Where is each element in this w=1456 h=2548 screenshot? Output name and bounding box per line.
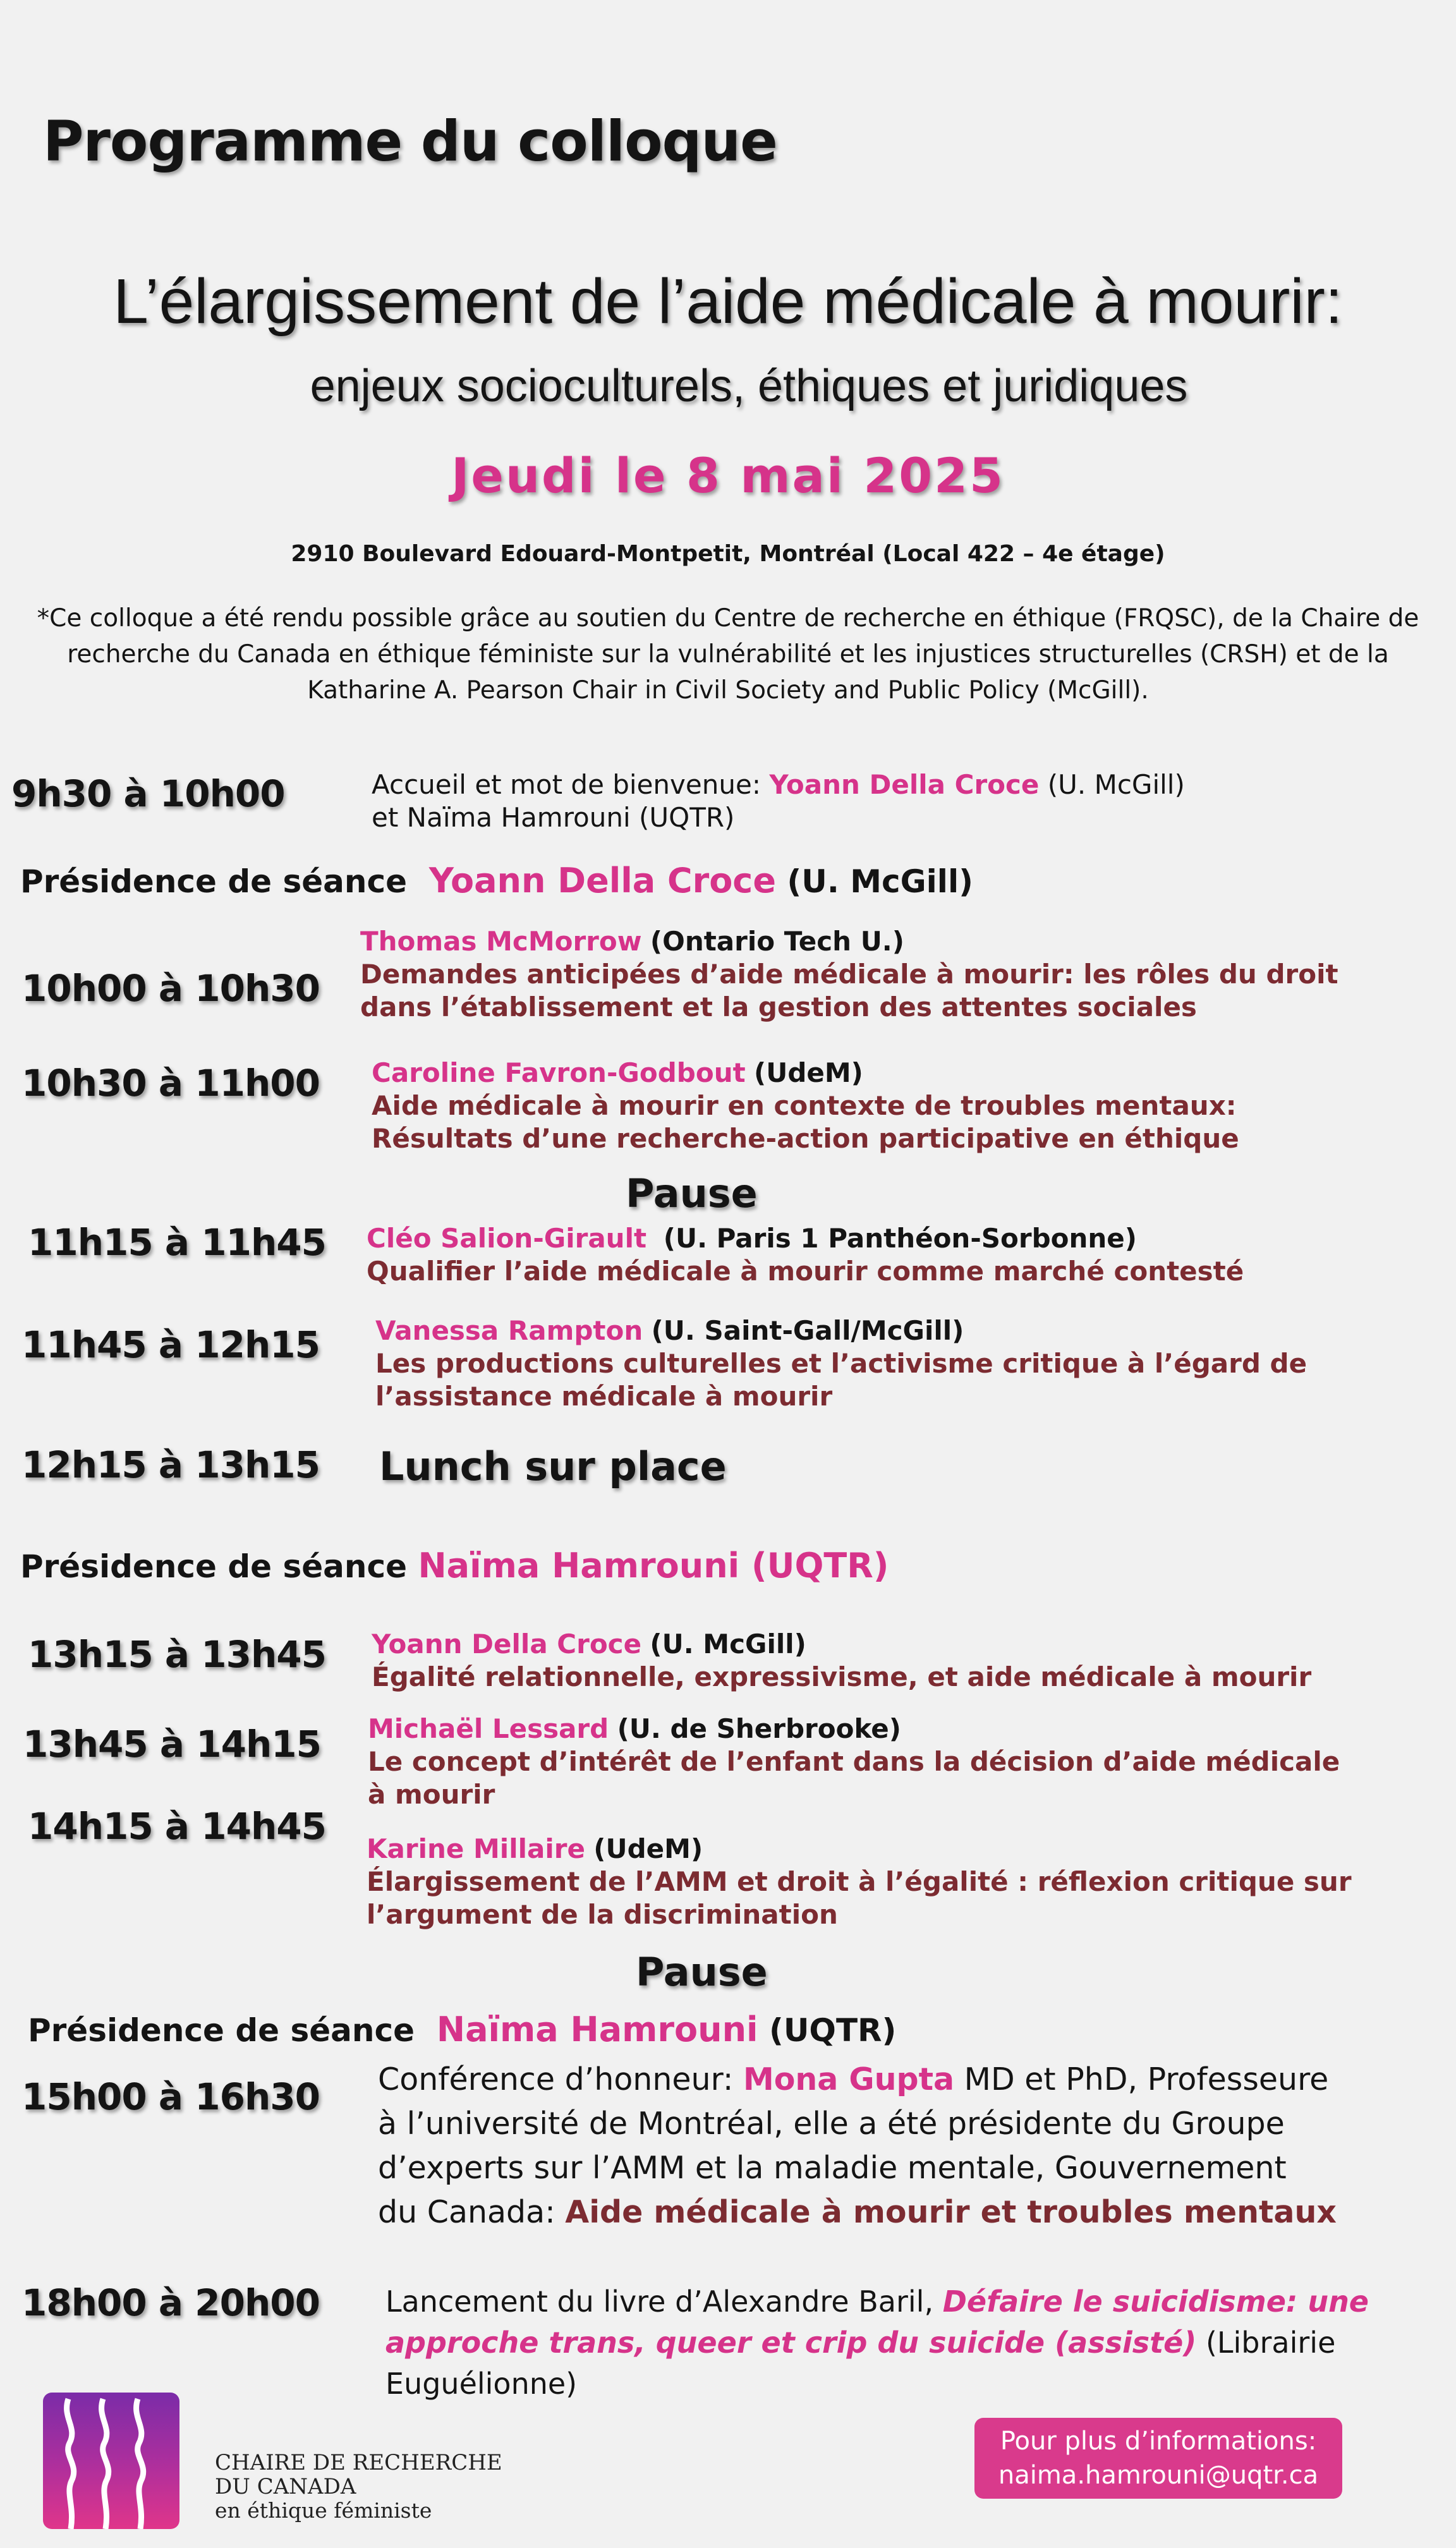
- talk-item: [372, 1057, 1239, 1155]
- time-slot: 9h30 à 10h00: [11, 772, 285, 815]
- chair-logo-text: [215, 2451, 502, 2523]
- logo-line: CHAIRE DE RECHERCHE: [215, 2450, 502, 2475]
- profiles-logo-icon: [43, 2393, 179, 2529]
- session-chair: [28, 2010, 896, 2049]
- speaker-name: Cléo Salion-Girault: [367, 1223, 647, 1254]
- keynote-item: [378, 2058, 1337, 2235]
- time-slot: 18h00 à 20h00: [21, 2281, 320, 2324]
- colloquium-subtitle: enjeux socioculturels, éthiques et juridiques: [310, 361, 1188, 411]
- keynote-detail: du Canada:: [378, 2194, 555, 2230]
- talk-title: Qualifier l’aide médicale à mourir comme marché contesté: [367, 1256, 1244, 1287]
- pause-label: Pause: [636, 1949, 768, 1995]
- keynote-detail: à l’université de Montréal, elle a été présidente du Groupe: [378, 2106, 1285, 2142]
- time-slot: 13h45 à 14h15: [23, 1723, 321, 1766]
- contact-label: Pour plus d’informations:: [1000, 2427, 1317, 2456]
- speaker-affiliation: (U. de Sherbrooke): [617, 1713, 901, 1744]
- time-slot: 11h15 à 11h45: [28, 1221, 326, 1264]
- book-launch-item: [385, 2281, 1369, 2405]
- talk-title: Aide médicale à mourir en contexte de troubles mentaux:: [372, 1090, 1237, 1121]
- talk-item: [368, 1713, 1340, 1811]
- welcome-line2: et Naïma Hamrouni (UQTR): [372, 802, 735, 833]
- time-slot: 12h15 à 13h15: [21, 1443, 320, 1486]
- session-chair: [20, 861, 973, 901]
- talk-title: à mourir: [368, 1779, 495, 1810]
- contact-box: [974, 2418, 1342, 2499]
- talk-title: l’argument de la discrimination: [367, 1899, 838, 1930]
- session-chair-label: Présidence de séance: [28, 2012, 415, 2049]
- keynote-prefix: Conférence d’honneur:: [378, 2061, 734, 2097]
- welcome-item: [372, 768, 1185, 834]
- page-heading: Programme du colloque: [43, 109, 777, 174]
- keynote-detail: MD et PhD, Professeure: [964, 2061, 1329, 2097]
- welcome-prefix: Accueil et mot de bienvenue:: [372, 769, 761, 800]
- session-chair-affiliation: (UQTR): [768, 2012, 897, 2049]
- speaker-affiliation: (UdeM): [593, 1833, 703, 1864]
- book-title: Défaire le suicidisme: une: [942, 2284, 1369, 2319]
- time-slot: 13h15 à 13h45: [28, 1633, 326, 1676]
- event-date: Jeudi le 8 mai 2025: [451, 447, 1005, 504]
- pause-label: Pause: [626, 1170, 758, 1216]
- talk-item: [375, 1314, 1307, 1413]
- talk-title: Élargissement de l’AMM et droit à l’égalité : réflexion critique sur: [367, 1866, 1352, 1897]
- session-chair-label: Présidence de séance: [20, 863, 408, 900]
- talk-title: Résultats d’une recherche-action participative en éthique: [372, 1123, 1239, 1154]
- session-chair-name: Yoann Della Croce: [428, 861, 776, 901]
- session-chair-name: Naïma Hamrouni: [436, 2010, 758, 2049]
- speaker-name: Yoann Della Croce: [372, 1629, 642, 1659]
- book-title: approche trans, queer et crip du suicide (assisté): [385, 2326, 1197, 2360]
- talk-title: Demandes anticipées d’aide médicale à mourir: les rôles du droit: [360, 959, 1338, 990]
- talk-title: Égalité relationnelle, expressivisme, et aide médicale à mourir: [372, 1661, 1312, 1692]
- time-slot: 11h45 à 12h15: [21, 1323, 320, 1366]
- speaker-affiliation: (U. Saint-Gall/McGill): [651, 1315, 964, 1346]
- speaker-affiliation: (U. Paris 1 Panthéon-Sorbonne): [663, 1223, 1137, 1254]
- talk-item: [372, 1628, 1311, 1694]
- event-address: 2910 Boulevard Edouard-Montpetit, Montréal (Local 422 – 4e étage): [291, 541, 1165, 567]
- lunch-label: Lunch sur place: [379, 1443, 727, 1489]
- talk-title: Les productions culturelles et l’activisme critique à l’égard de: [375, 1348, 1307, 1379]
- talk-title: dans l’établissement et la gestion des attentes sociales: [360, 992, 1197, 1022]
- time-slot: 10h00 à 10h30: [21, 967, 320, 1010]
- colloquium-title: L’élargissement de l’aide médicale à mourir:: [113, 266, 1343, 337]
- speaker-name: Thomas McMorrow: [360, 926, 642, 957]
- launch-venue: (Librairie: [1205, 2326, 1336, 2360]
- speaker-affiliation: (U. McGill): [650, 1629, 806, 1659]
- session-chair: [20, 1546, 889, 1586]
- time-slot: 10h30 à 11h00: [21, 1062, 320, 1105]
- talk-item: [367, 1222, 1244, 1288]
- keynote-detail: d’experts sur l’AMM et la maladie mentale, Gouvernement: [378, 2150, 1287, 2186]
- logo-line: DU CANADA: [215, 2474, 356, 2499]
- speaker-name: Vanessa Rampton: [375, 1315, 643, 1346]
- launch-prefix: Lancement du livre d’Alexandre Baril,: [385, 2284, 934, 2319]
- support-note: *Ce colloque a été rendu possible grâce au soutien du Centre de recherche en éthique (FRQSC), de la Chaire de recherche du Canada en éthique féministe sur la vulnérabilité et les injustices structurelles (CRSH) et de la Katharine A. Pearson Chair in Civil Society and Public Policy (McGill).: [37, 604, 1419, 705]
- session-chair-label: Présidence de séance: [20, 1548, 408, 1585]
- time-slot: 15h00 à 16h30: [21, 2075, 320, 2118]
- speaker-name: Michaël Lessard: [368, 1713, 609, 1744]
- launch-venue: Euguélionne): [385, 2367, 578, 2401]
- speaker-affiliation: (U. McGill): [1047, 769, 1185, 800]
- speaker-affiliation: (UdeM): [754, 1057, 863, 1088]
- talk-title: Le concept d’intérêt de l’enfant dans la décision d’aide médicale: [368, 1746, 1340, 1777]
- session-chair-affiliation: (U. McGill): [787, 863, 973, 900]
- session-chair-name: Naïma Hamrouni (UQTR): [418, 1546, 889, 1586]
- talk-title: l’assistance médicale à mourir: [375, 1381, 833, 1412]
- speaker-name: Yoann Della Croce: [769, 769, 1040, 800]
- talk-item: [367, 1833, 1352, 1931]
- talk-item: [360, 925, 1338, 1024]
- time-slot: 14h15 à 14h45: [28, 1805, 326, 1848]
- contact-email[interactable]: naima.hamrouni@uqtr.ca: [998, 2461, 1319, 2490]
- speaker-name: Caroline Favron-Godbout: [372, 1057, 746, 1088]
- talk-title: Aide médicale à mourir et troubles mentaux: [565, 2194, 1337, 2230]
- chair-logo: [43, 2393, 179, 2529]
- speaker-name: Mona Gupta: [743, 2061, 955, 2097]
- logo-line: en éthique féministe: [215, 2498, 432, 2523]
- speaker-affiliation: (Ontario Tech U.): [650, 926, 904, 957]
- speaker-name: Karine Millaire: [367, 1833, 585, 1864]
